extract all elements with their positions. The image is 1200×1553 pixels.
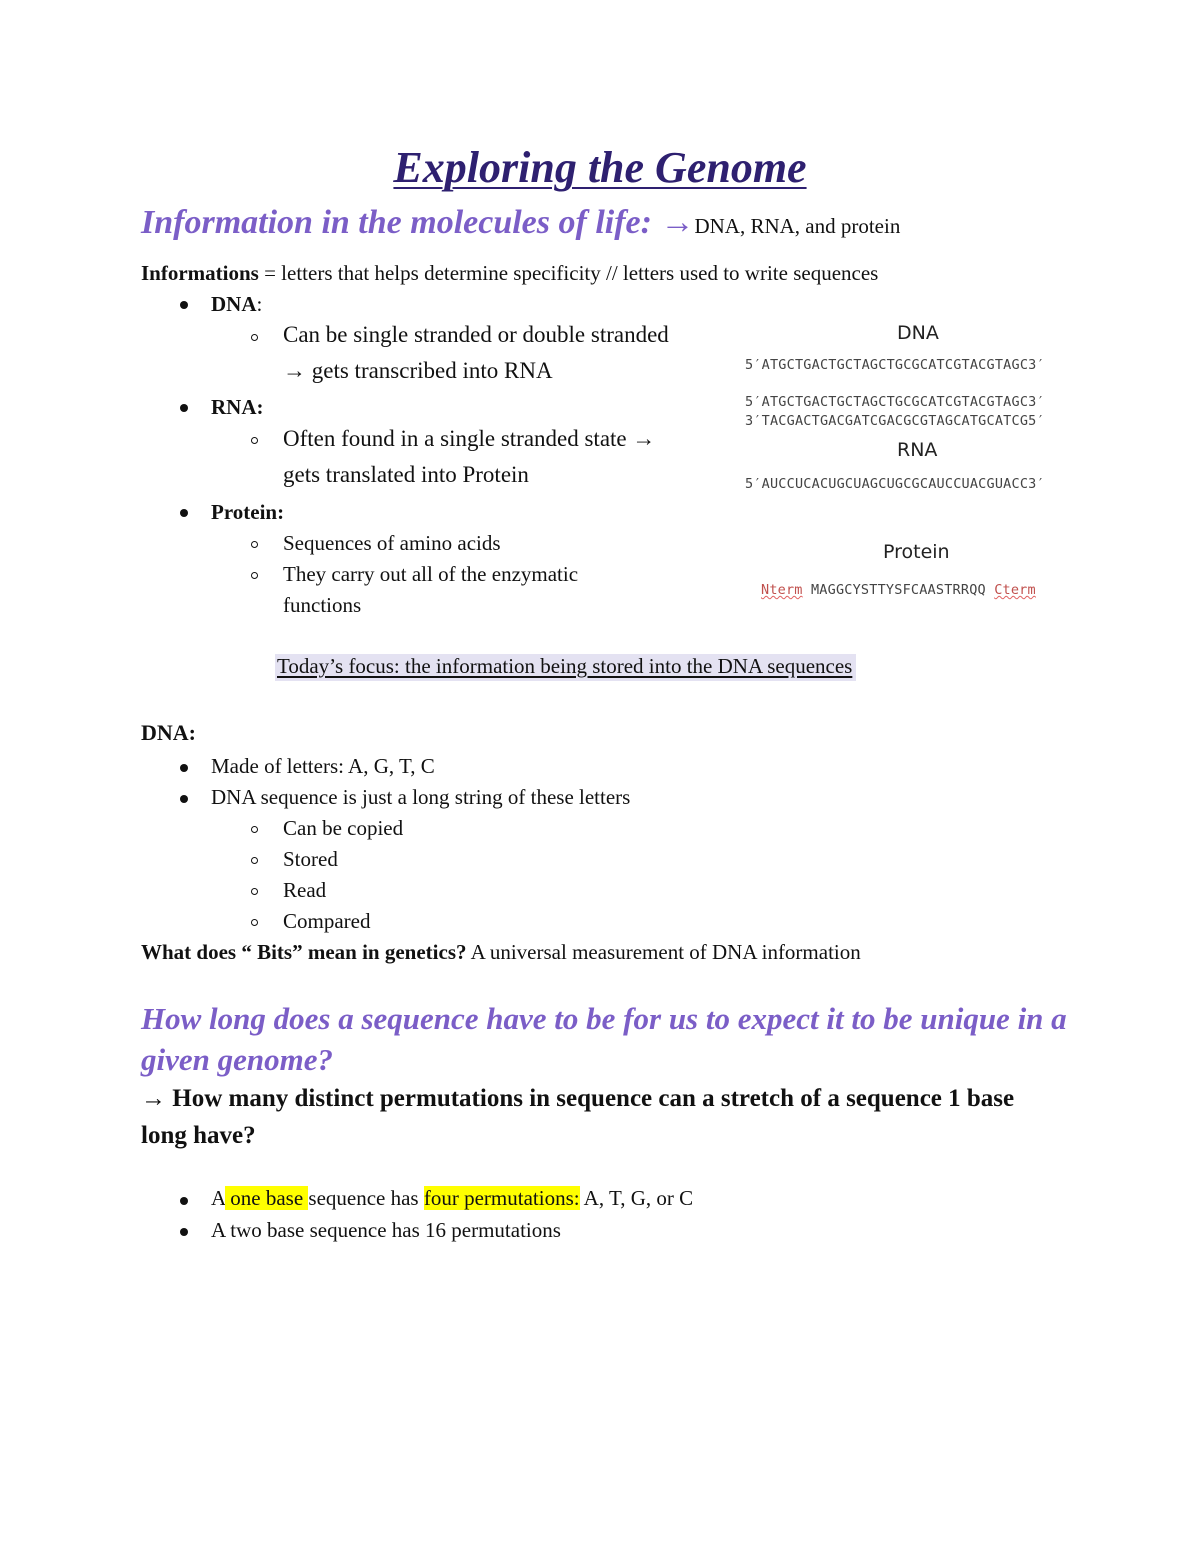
bits-answer: A universal measurement of DNA information bbox=[466, 940, 861, 964]
sub-bullet bbox=[251, 437, 258, 444]
dna-double-top: 5′ATGCTGACTGCTAGCTGCGCATCGTACGTAGC3′ bbox=[745, 394, 1045, 410]
dna-sub-item: Read bbox=[283, 878, 327, 902]
bullet-dot bbox=[180, 509, 188, 517]
bits-question: What does “ Bits” mean in genetics? bbox=[141, 940, 467, 964]
protein-sub-2b: functions bbox=[283, 593, 362, 617]
definition-term: Informations bbox=[141, 261, 259, 285]
bullet-dot bbox=[180, 404, 188, 412]
bullet-dot bbox=[180, 764, 188, 772]
dna-sub-item: Stored bbox=[283, 847, 338, 871]
permutation-question: → How many distinct permutations in sequence can a stretch of a sequence 1 base long have? bbox=[141, 1085, 1015, 1149]
dna-sub-item: Compared bbox=[283, 909, 371, 933]
permutation-bullet-2: A two base sequence has 16 permutations bbox=[211, 1218, 561, 1242]
sub-bullet bbox=[251, 857, 258, 864]
protein-sub-1: Sequences of amino acids bbox=[283, 531, 501, 555]
dna-bullet-1: Made of letters: A, G, T, C bbox=[211, 754, 435, 778]
dna-colon: : bbox=[256, 292, 263, 316]
figure-protein-title: Protein bbox=[883, 541, 950, 563]
todays-focus: Today’s focus: the information being stored into the DNA sequences bbox=[275, 654, 856, 681]
section-heading-molecules bbox=[141, 204, 900, 242]
bits-question-line bbox=[141, 940, 861, 965]
protein-sequence bbox=[761, 582, 1036, 598]
dna-sub-1a: Can be single stranded or double stranded bbox=[283, 322, 669, 347]
dna-double-bottom: 3′TACGACTGACGATCGACGCGTAGCATGCATCG5′ bbox=[745, 413, 1045, 429]
bullet-dot bbox=[180, 1228, 188, 1236]
bullet-dot bbox=[180, 1197, 188, 1205]
sub-bullet bbox=[251, 334, 258, 341]
figure-rna-title: RNA bbox=[897, 439, 938, 461]
definition-text: = letters that helps determine specificity // letters used to write sequences bbox=[258, 261, 879, 285]
protein-aa-seq: MAGGCYSTTYSFCAASTRRQQ bbox=[810, 582, 986, 598]
b1-post: A, T, G, or C bbox=[579, 1186, 694, 1210]
b1-mid: sequence has bbox=[308, 1186, 424, 1210]
dna-bullet-2: DNA sequence is just a long string of these letters bbox=[211, 785, 631, 809]
sub-bullet bbox=[251, 541, 258, 548]
highlight-one-base: one base bbox=[225, 1186, 309, 1210]
heading-text: Information in the molecules of life: → bbox=[141, 204, 695, 241]
protein-sub-2a: They carry out all of the enzymatic bbox=[283, 562, 579, 586]
dna-sub-1b: → gets transcribed into RNA bbox=[283, 358, 553, 383]
informations-definition bbox=[141, 261, 878, 286]
bullet-dot bbox=[180, 301, 188, 309]
nterm-label: Nterm bbox=[761, 582, 803, 598]
sub-bullet bbox=[251, 919, 258, 926]
bullet-dot bbox=[180, 795, 188, 803]
sub-bullet bbox=[251, 888, 258, 895]
rna-sub-1b: gets translated into Protein bbox=[283, 462, 529, 487]
rna-sub-1a: Often found in a single stranded state → bbox=[283, 426, 656, 451]
sub-bullet bbox=[251, 826, 258, 833]
protein-label: Protein: bbox=[211, 500, 285, 524]
cterm-label: Cterm bbox=[994, 582, 1036, 598]
dna-section-heading: DNA: bbox=[141, 720, 196, 745]
dna-label: DNA bbox=[211, 292, 257, 316]
uniqueness-heading: How long does a sequence have to be for us to expect it to be unique in a given genome? bbox=[141, 1001, 1067, 1077]
dna-item bbox=[211, 292, 262, 317]
permutation-bullet-1 bbox=[211, 1186, 693, 1211]
b1-pre: A bbox=[211, 1186, 226, 1210]
figure-dna-title: DNA bbox=[897, 322, 939, 344]
heading-tail: DNA, RNA, and protein bbox=[694, 214, 901, 238]
highlight-four-permutations: four permutations: bbox=[423, 1186, 580, 1210]
page-title: Exploring the Genome bbox=[393, 143, 807, 192]
rna-strand: 5′AUCCUCACUGCUAGCUGCGCAUCCUACGUACC3′ bbox=[745, 476, 1045, 492]
rna-label: RNA: bbox=[211, 395, 264, 419]
dna-single-strand: 5′ATGCTGACTGCTAGCTGCGCATCGTACGTAGC3′ bbox=[745, 357, 1045, 373]
sub-bullet bbox=[251, 572, 258, 579]
dna-sub-item: Can be copied bbox=[283, 816, 404, 840]
